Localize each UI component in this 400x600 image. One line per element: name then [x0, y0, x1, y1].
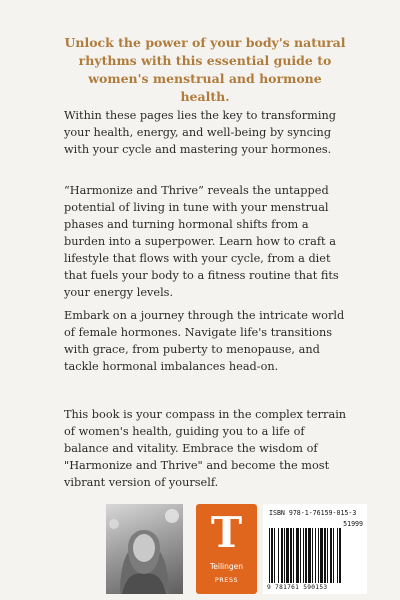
ean-digits: 9 781761 590153 [267, 584, 328, 591]
paragraph-intro: Within these pages lies the key to transforming your health, energy, and well-being by syncing with your cycle and mastering your hormones. [64, 109, 336, 156]
publisher-logo-letter: T [210, 508, 243, 557]
publisher-imprint: PRESS [214, 576, 239, 584]
price-code: 51999 [343, 520, 363, 528]
isbn-text: ISBN 978-1-76159-015-3 [269, 509, 357, 517]
isbn-barcode [263, 504, 367, 594]
paragraph-compass: This book is your compass in the complex terrain of women's health, guiding you to a life of balance and vitality. Embrace the wisdom of "Harmonize and Thrive" and become the most vibrant version of yourself. [64, 408, 347, 489]
author-portrait-icon [106, 504, 183, 594]
publisher-name: Teilingen [209, 562, 244, 571]
paragraph-journey: Embark on a journey through the intricate world of female hormones. Navigate life's transitions with grace, from puberty to menopause, and tackle hormonal imbalances head-on. [64, 309, 345, 373]
paragraph-harmonize: “Harmonize and Thrive” reveals the untapped potential of living in tune with your menstrual phases and turning hormonal shifts from a burden into a superpower. Learn how to craft a lifestyle that flows with your cycle, from a diet that fuels your body to a fitness routine that fits your energy levels. [64, 184, 339, 299]
cover-headline: Unlock the power of your body's natural rhythms with this essential guide to women's menstrual and hormone health. [64, 35, 346, 104]
author-photo [106, 504, 183, 594]
barcode-bars [269, 528, 361, 583]
publisher-logo [196, 504, 257, 594]
